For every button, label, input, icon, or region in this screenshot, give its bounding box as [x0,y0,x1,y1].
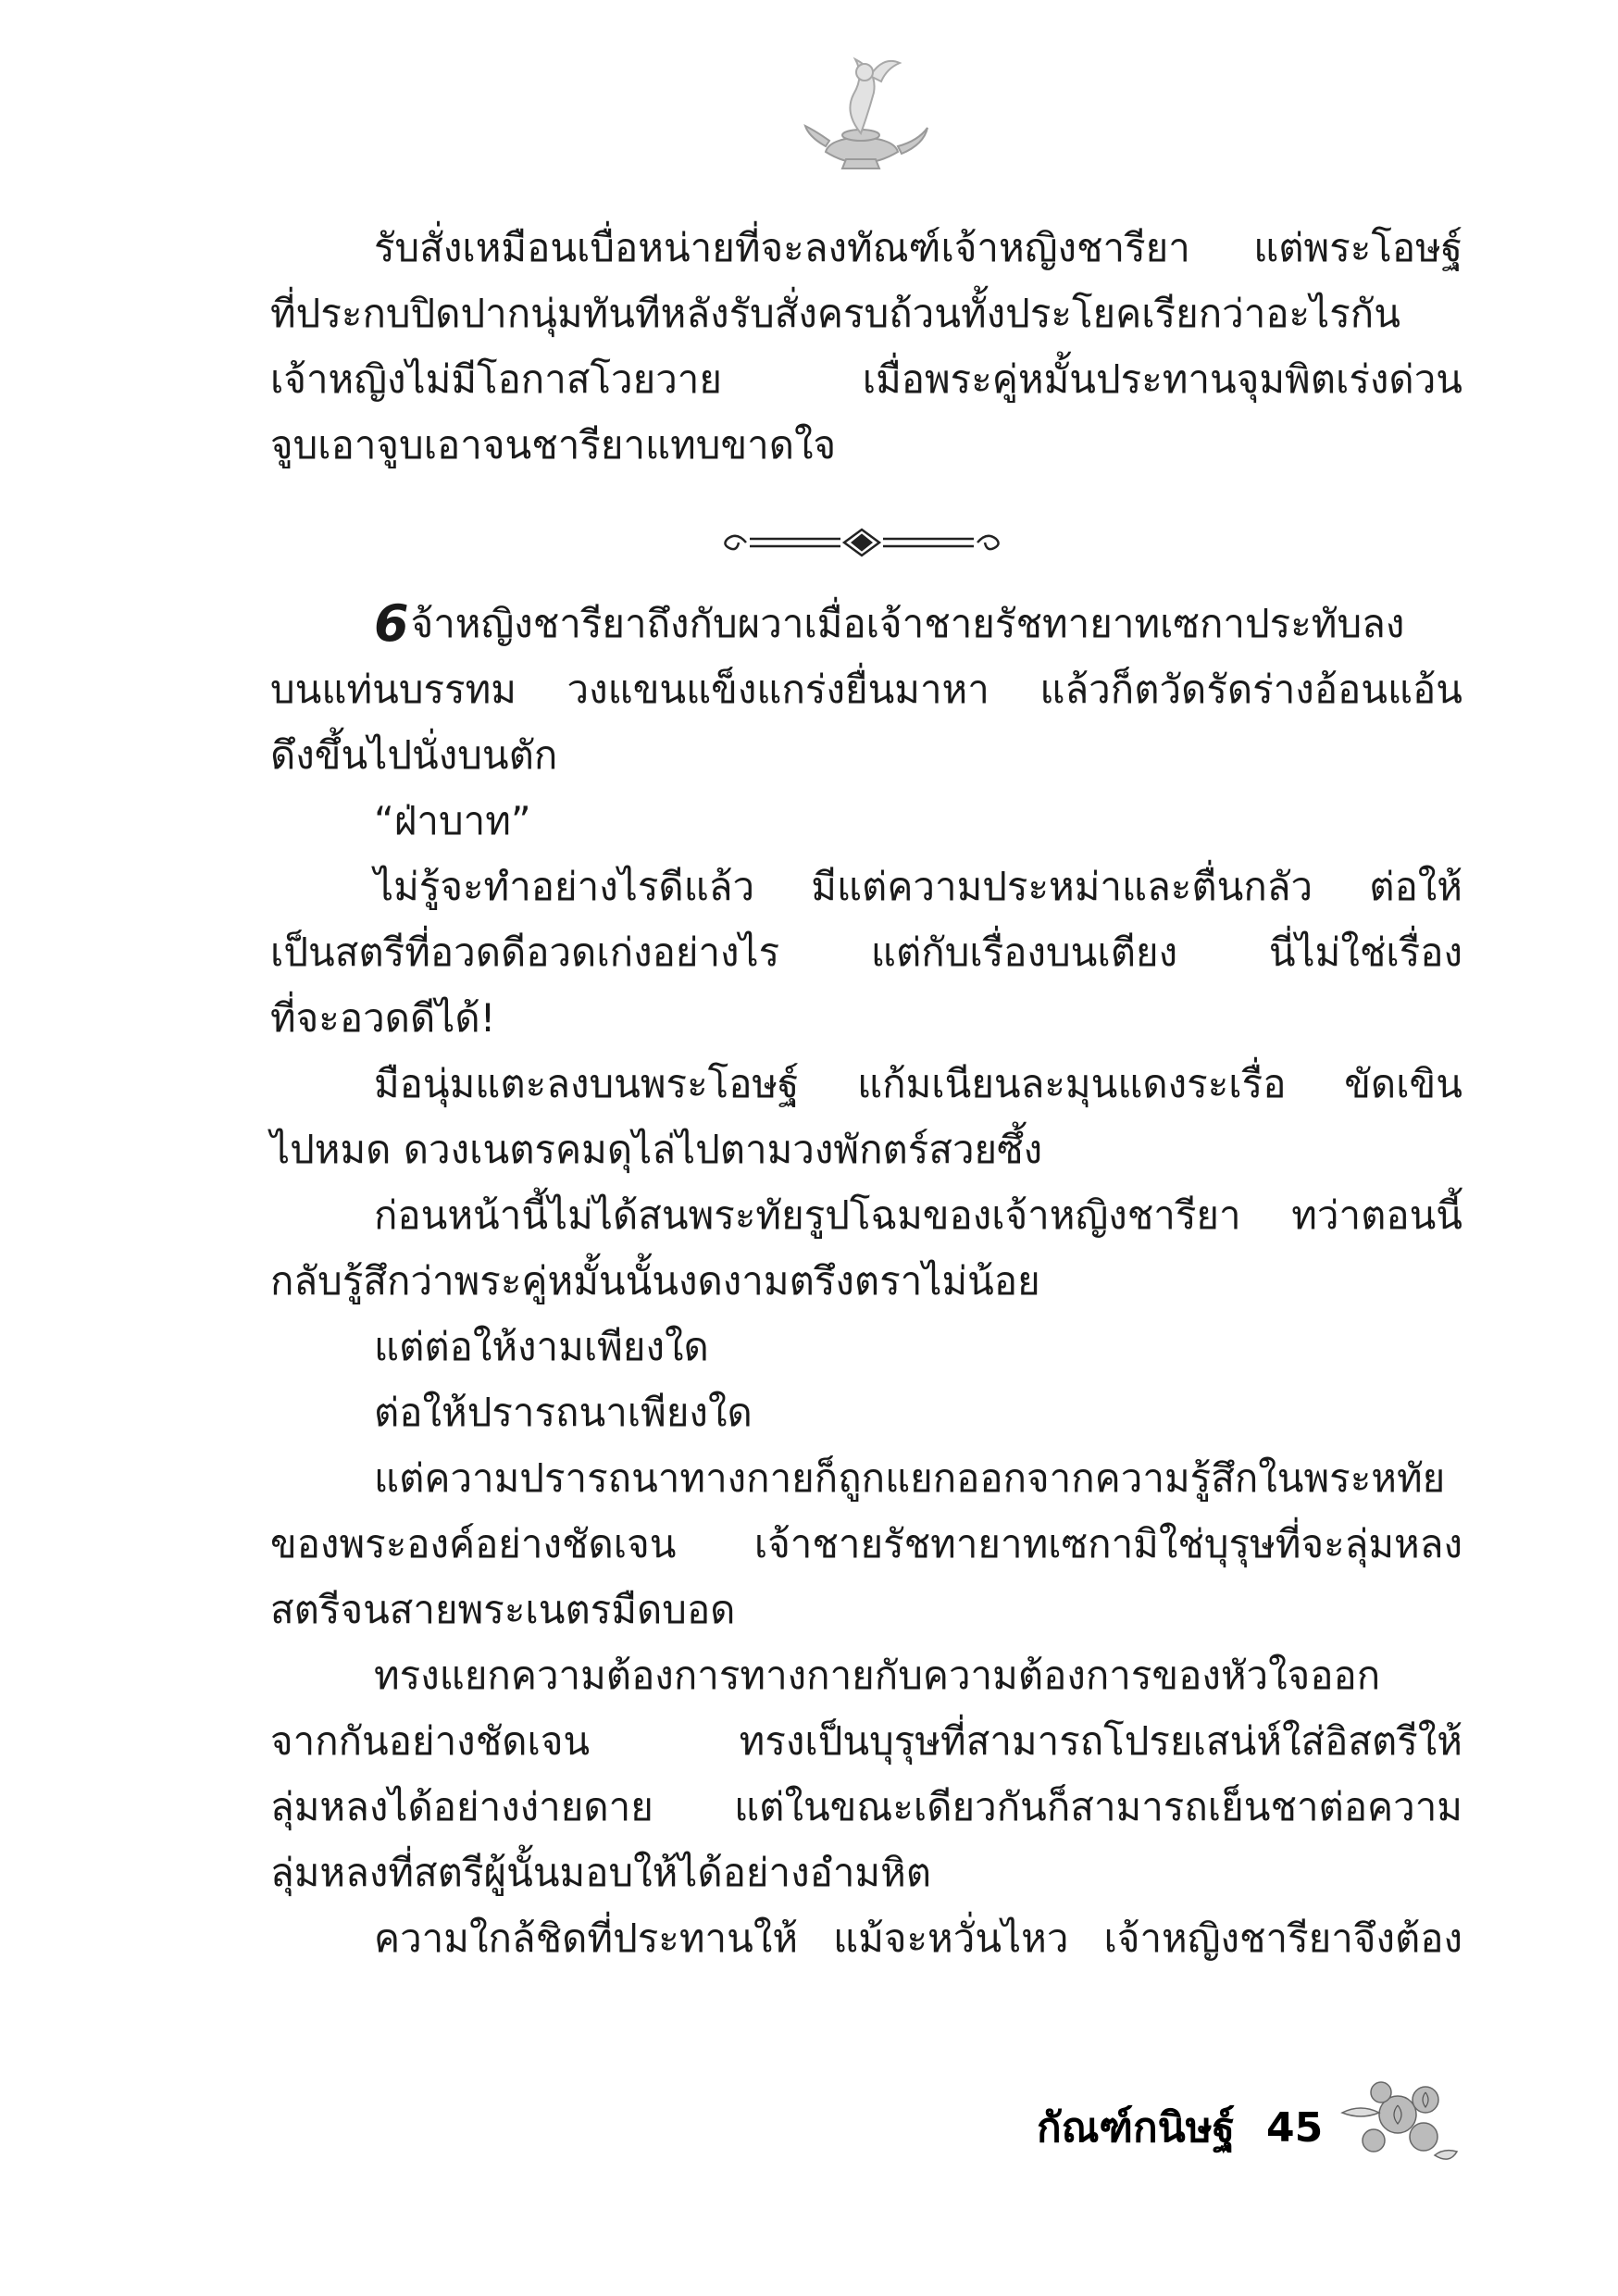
text-line: สตรีจนสายพระเนตรมืดบอด [270,1587,736,1632]
text-line: แต่ต่อให้งามเพียงใด [374,1324,709,1369]
text-line: บนแท่นบรรทม วงแขนแข็งแกร่งยื่นมาหา แล้วก็ตวัดรัดร่างอ้อนแอ้น [270,667,1462,712]
text-line: จากกันอย่างชัดเจน ทรงเป็นบุรุษที่สามารถโปรยเสน่ห์ใส่อิสตรีให้ [270,1718,1462,1764]
flower-bouquet-icon [1333,2063,1462,2174]
text-line: ลุ่มหลงที่สตรีผู้นั้นมอบให้ได้อย่างอำมหิต [270,1850,932,1895]
page-footer [1037,2081,1323,2174]
text-line: ทรงแยกความต้องการทางกายกับความต้องการของหัวใจออก [374,1653,1381,1698]
drop-cap: 6 [374,594,409,653]
text-line: เป็นสตรีที่อวดดีอวดเก่งอย่างไร แต่กับเรื่องบนเตียง นี่ไม่ใช่เรื่อง [270,930,1462,975]
text-line: รับสั่งเหมือนเบื่อหน่ายที่จะลงทัณฑ์เจ้าหญิงชารียา แต่พระโอษฐ์ [374,225,1462,270]
page-number: 45 [1265,2103,1324,2152]
text-line: กลับรู้สึกว่าพระคู่หมั้นนั้นงดงามตรึงตราไม่น้อย [270,1258,1040,1304]
body-text-lower [270,591,1462,1971]
text-line: เจ้าหญิงไม่มีโอกาสโวยวาย เมื่อพระคู่หมั้นประทานจุมพิตเร่งด่วน [270,356,1462,402]
text-line: ไปหมด ดวงเนตรคมดุไล่ไปตามวงพักตร์สวยซึ้ง [270,1127,1043,1172]
text-line: ลุ่มหลงได้อย่างง่ายดาย แต่ในขณะเดียวกันก็สามารถเย็นชาต่อความ [270,1784,1462,1829]
book-title: กัณฑ์กนิษฐ์ [1037,2104,1235,2152]
text-line: ก่อนหน้านี้ไม่ได้สนพระทัยรูปโฉมของเจ้าหญิงชารียา ทว่าตอนนี้ [374,1192,1462,1238]
text-line: “ฝ่าบาท” [374,798,531,843]
text-line: ต่อให้ปรารถนาเพียงใด [374,1390,753,1435]
body-text-upper [270,215,1462,478]
text-line: 6 จ้าหญิงชารียาถึงกับผวาเมื่อเจ้าชายรัชทายาทเซกาประทับลง [270,591,1462,656]
text-line: ที่ประกบปิดปากนุ่มทันทีหลังรับสั่งครบถ้วนทั้งประโยคเรียกว่าอะไรกัน [270,291,1400,336]
text-line: ความใกล้ชิดที่ประทานให้ แม้จะหวั่นไหว เจ้าหญิงชารียาจึงต้อง [374,1915,1462,1961]
text-line: ไม่รู้จะทำอย่างไรดีแล้ว มีแต่ความประหม่าและตื่นกลัว ต่อให้ [374,864,1462,909]
genie-lamp-ornament-icon [789,48,933,176]
text-line: ของพระองค์อย่างชัดเจน เจ้าชายรัชทายาทเซกามิใช่บุรุษที่จะลุ่มหลง [270,1521,1462,1566]
scroll-divider-ornament [718,524,1005,561]
text-line: แต่ความปรารถนาทางกายก็ถูกแยกออกจากความรู้สึกในพระหทัย [374,1455,1446,1501]
text-line: ดึงขึ้นไปนั่งบนตัก [270,732,558,778]
text-line: มือนุ่มแตะลงบนพระโอษฐ์ แก้มเนียนละมุนแดงระเรื่อ ขัดเขิน [374,1061,1462,1106]
text-line: ที่จะอวดดีได้! [270,995,496,1041]
text-line: จูบเอาจูบเอาจนชารียาแทบขาดใจ [270,422,837,468]
